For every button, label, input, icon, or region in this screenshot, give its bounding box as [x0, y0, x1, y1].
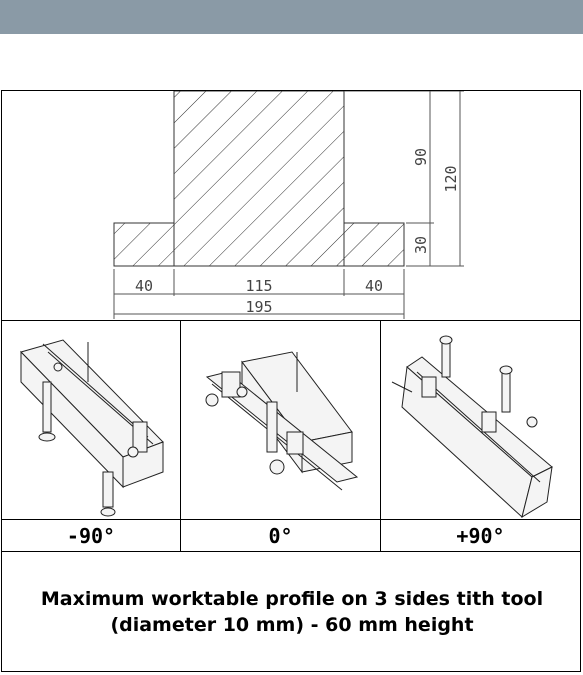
dim-right-width: 40 — [364, 277, 384, 295]
row-divider — [2, 320, 580, 321]
angle-label-0: 0° — [268, 524, 293, 548]
row-divider — [2, 519, 580, 520]
column-divider — [380, 320, 381, 551]
profile-left-ledge — [114, 223, 174, 266]
angle-label-plus-90: +90° — [456, 524, 505, 548]
caption-line-2: (diameter 10 mm) - 60 mm height — [110, 614, 474, 636]
tool-at-minus-90-illustration — [3, 322, 179, 518]
column-divider — [180, 320, 181, 551]
tool-at-0-illustration — [182, 322, 380, 518]
caption — [2, 553, 582, 671]
spec-table — [1, 90, 581, 672]
dim-total-height: 120 — [442, 165, 460, 193]
row-divider — [2, 551, 580, 552]
profile-drawing — [2, 91, 580, 321]
dim-total-width: 195 — [245, 298, 273, 316]
dim-upper-height: 90 — [412, 147, 430, 167]
profile-right-ledge — [344, 223, 404, 266]
caption-line-1: Maximum worktable profile on 3 sides tith tool — [40, 588, 544, 610]
dim-lower-height: 30 — [412, 235, 430, 255]
header-bar — [0, 0, 583, 34]
dim-center-width: 115 — [245, 277, 273, 295]
dim-left-width: 40 — [134, 277, 154, 295]
profile-center-block — [174, 91, 344, 266]
angle-label-minus-90: -90° — [66, 524, 116, 548]
tool-at-plus-90-illustration — [382, 322, 580, 518]
